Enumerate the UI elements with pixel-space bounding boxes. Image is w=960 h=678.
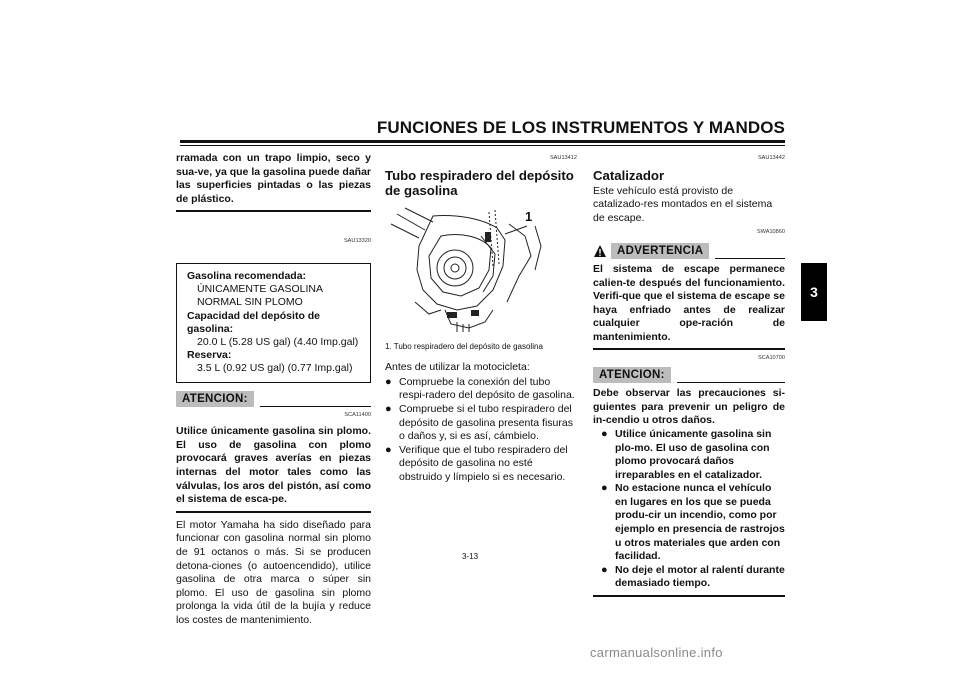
fuel-tank-breather-figure — [385, 206, 577, 334]
spec-value: 20.0 L (5.28 US gal) (4.40 Imp.gal) — [197, 335, 359, 348]
advertencia-rule — [715, 258, 785, 259]
bullet-icon: ● — [601, 482, 608, 495]
advertencia-heading — [593, 243, 785, 259]
atencion-label: ATENCION: — [176, 391, 254, 407]
atencion-rule — [677, 382, 785, 383]
atencion-text: Utilice únicamente gasolina sin plomo. El uso de gasolina con plomo provocará graves averías en piezas internas del motor tales como las válvulas, los aros del pistón, así como el sistema de esca-pe. — [176, 425, 371, 506]
section-rule — [593, 595, 785, 597]
header-rule — [180, 140, 785, 143]
spec-value: 3.5 L (0.92 US gal) (0.77 Imp.gal) — [197, 362, 353, 375]
list-item: ● Verifique que el tubo respiradero del depósito de gasolina no esté obstruido y límpielo si es necesario. — [385, 443, 568, 483]
list-item: ● No deje el motor al ralentí durante demasiado tiempo. — [601, 563, 785, 590]
section-title: Tubo respiradero del depósito de gasolina — [385, 167, 574, 198]
list-item: ● Compruebe si el tubo respiradero del depósito de gasolina presenta fisuras o daños y, si es así, cámbielo. — [385, 402, 573, 443]
intro-text: Este vehículo está provisto de catalizado-res montados en el sistema de escape. — [593, 184, 773, 224]
lead-text: Antes de utilizar la motocicleta: — [385, 361, 530, 374]
bullet-icon: ● — [385, 375, 392, 388]
callout-number: 1 — [525, 208, 533, 224]
section-code: SAU13412 — [549, 155, 577, 161]
footer-watermark: carmanualsonline.info — [590, 645, 723, 660]
column-middle — [385, 152, 577, 485]
bullet-icon: ● — [385, 443, 392, 456]
advertencia-label: ADVERTENCIA — [611, 243, 709, 259]
fuel-spec-box — [176, 263, 371, 383]
section-title: Catalizador — [593, 167, 665, 183]
section-code: SAU13320 — [343, 238, 371, 245]
atencion-heading — [176, 391, 371, 407]
list-item: ● No estacione nunca el vehículo en lugares en los que se pueda produ-cir un incendio, como por ejemplo en presencia de rastrojos u otros materiales que arden con facilidad. — [601, 482, 785, 563]
atencion-label: ATENCION: — [593, 367, 671, 383]
section-rule — [176, 210, 371, 212]
section-code: SCA11400 — [344, 411, 371, 418]
bullet-icon: ● — [601, 563, 608, 576]
column-left — [176, 152, 371, 628]
header-rule-thin — [180, 145, 785, 146]
section-code: SAU13442 — [757, 155, 785, 161]
section-rule — [593, 348, 785, 350]
list-item: ● Compruebe la conexión del tubo respi-radero del depósito de gasolina. — [385, 375, 575, 402]
atencion-rule — [260, 406, 371, 407]
atencion-heading — [593, 367, 785, 383]
bullet-icon: ● — [385, 402, 392, 415]
section-code: SCA10700 — [757, 354, 785, 361]
bullet-icon: ● — [601, 427, 608, 440]
page-number: 3-13 — [462, 552, 479, 561]
spec-value: ÚNICAMENTE GASOLINA — [197, 283, 324, 296]
section-code: SWA10860 — [756, 229, 785, 236]
spec-label: Reserva: — [187, 349, 232, 362]
list-item: ● Utilice únicamente gasolina sin plo-mo. El uso de gasolina con plomo provocará daños irreparables en el catalizador. — [601, 427, 772, 481]
chapter-tab: 3 — [801, 263, 827, 321]
figure-caption: 1. Tubo respiradero del depósito de gasolina — [385, 341, 543, 351]
engine-illustration — [385, 206, 577, 334]
atencion-text: Debe observar las precauciones si-guientes para prevenir un peligro de in-cendio u otros daños. — [593, 387, 785, 427]
warning-triangle-icon — [593, 244, 607, 258]
intro-warning-text: rramada con un trapo limpio, seco y sua-ve, ya que la gasolina puede dañar las superficies pintadas o las piezas de plástico. — [176, 152, 371, 205]
spec-value: NORMAL SIN PLOMO — [197, 296, 303, 309]
page-header-title: FUNCIONES DE LOS INSTRUMENTOS Y MANDOS — [376, 118, 785, 137]
body-paragraph: El motor Yamaha ha sido diseñado para funcionar con gasolina normal sin plomo de 91 octanos o más. Si se producen detona-ciones (o autoencendido), utilice gasolina de otra marca o súper sin plomo. El uso de gasolina sin plomo prolonga la vida útil de la bujía y reduce los costes de mantenimiento. — [176, 518, 371, 626]
section-rule — [176, 511, 371, 513]
spec-label: Capacidad del depósito de gasolina: — [187, 309, 321, 335]
spec-label: Gasolina recomendada: — [187, 269, 307, 282]
advertencia-text: El sistema de escape permanece calien-te después del funcionamiento. Verifi-que que el sistema de escape se haya enfriado antes de realizar cualquier ope-ración de mantenimiento. — [593, 262, 785, 343]
column-right — [593, 152, 785, 597]
